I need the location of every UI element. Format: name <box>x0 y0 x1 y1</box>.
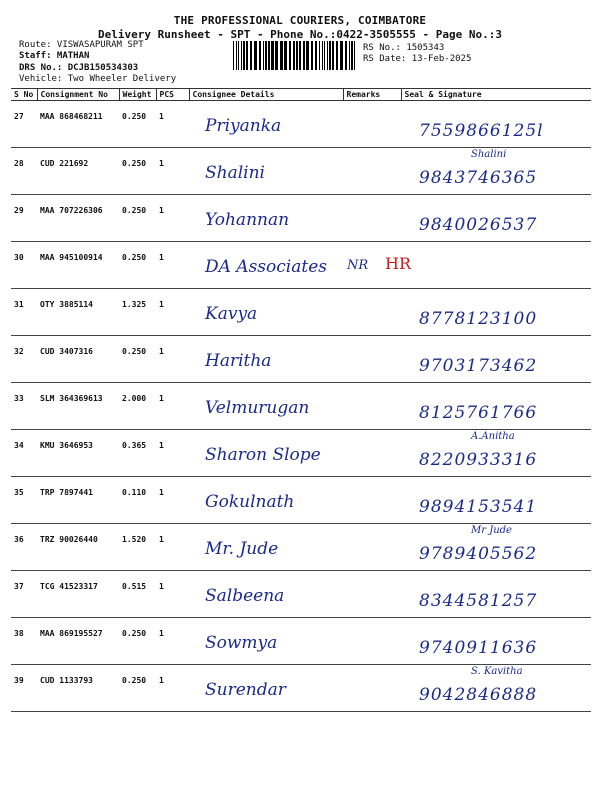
row-sno: 35 <box>11 477 37 524</box>
consignee-handwriting: Sowmya <box>205 633 278 653</box>
row-weight: 0.250 <box>119 336 156 383</box>
row-weight: 0.110 <box>119 477 156 524</box>
row-pcs: 1 <box>156 101 189 148</box>
row-weight: 0.250 <box>119 195 156 242</box>
row-sno: 39 <box>11 665 37 712</box>
table-row <box>11 383 591 430</box>
row-consignee-cell <box>189 289 343 336</box>
consignee-handwriting: Shalini <box>205 163 265 183</box>
row-remarks-cell <box>343 336 401 383</box>
row-consignment-no: KMU 3646953 <box>37 430 119 477</box>
row-consignee-cell <box>189 618 343 665</box>
remarks-handwriting: NR <box>347 258 369 273</box>
row-consignment-no: MAA 945100914 <box>37 242 119 289</box>
row-sno: 36 <box>11 524 37 571</box>
table-row <box>11 571 591 618</box>
row-pcs: 1 <box>156 289 189 336</box>
barcode-icon <box>233 41 355 70</box>
row-signature-cell <box>401 148 591 195</box>
row-signature-cell <box>401 383 591 430</box>
row-sno: 37 <box>11 571 37 618</box>
consignee-handwriting: Haritha <box>205 351 272 371</box>
row-consignment-no: MAA 707226306 <box>37 195 119 242</box>
row-pcs: 1 <box>156 430 189 477</box>
phone-handwriting: 7559866125l <box>419 121 544 141</box>
row-signature-cell <box>401 430 591 477</box>
consignee-handwriting: DA Associates <box>205 257 327 277</box>
row-remarks-cell <box>343 289 401 336</box>
staff-label: Staff: MATHAN <box>19 51 90 61</box>
phone-handwriting: 9789405562 <box>419 544 538 564</box>
col-pcs: PCS <box>156 89 189 101</box>
row-pcs: 1 <box>156 383 189 430</box>
row-consignee-cell <box>189 524 343 571</box>
row-consignee-cell <box>189 101 343 148</box>
table-row <box>11 524 591 571</box>
row-sno: 29 <box>11 195 37 242</box>
vehicle-label: Vehicle: Two Wheeler Delivery <box>19 74 177 84</box>
row-consignment-no: CUD 1133793 <box>37 665 119 712</box>
row-consignment-no: SLM 364369613 <box>37 383 119 430</box>
col-remarks: Remarks <box>343 89 401 101</box>
row-consignment-no: CUD 3407316 <box>37 336 119 383</box>
row-weight: 1.325 <box>119 289 156 336</box>
row-signature-cell <box>401 242 591 289</box>
row-pcs: 1 <box>156 195 189 242</box>
row-pcs: 1 <box>156 336 189 383</box>
table-row <box>11 195 591 242</box>
phone-handwriting: 8220933316 <box>419 450 538 470</box>
row-consignment-no: TRZ 90026440 <box>37 524 119 571</box>
consignee-handwriting: Mr. Jude <box>205 539 279 559</box>
route-label: Route: VISWASAPURAM SPT <box>19 40 144 50</box>
phone-handwriting: 9894153541 <box>419 497 538 517</box>
row-pcs: 1 <box>156 477 189 524</box>
row-sno: 33 <box>11 383 37 430</box>
phone-handwriting: 9042846888 <box>419 685 538 705</box>
row-remarks-cell <box>343 665 401 712</box>
table-row <box>11 336 591 383</box>
table-row <box>11 289 591 336</box>
row-sno: 28 <box>11 148 37 195</box>
table-row <box>11 477 591 524</box>
remarks-red-handwriting: HR <box>385 254 411 273</box>
row-weight: 0.250 <box>119 665 156 712</box>
row-pcs: 1 <box>156 242 189 289</box>
consignee-handwriting: Yohannan <box>205 210 290 230</box>
row-signature-cell <box>401 195 591 242</box>
row-consignment-no: CUD 221692 <box>37 148 119 195</box>
consignee-handwriting: Priyanka <box>205 116 282 136</box>
row-remarks-cell <box>343 383 401 430</box>
runsheet-title: Delivery Runsheet - SPT - Phone No.:0422-3505555 - Page No.:3 <box>98 28 502 41</box>
consignee-handwriting: Surendar <box>205 680 286 700</box>
table-row <box>11 101 591 148</box>
row-sno: 38 <box>11 618 37 665</box>
row-consignee-cell <box>189 477 343 524</box>
col-consignment: Consignment No <box>37 89 119 101</box>
row-consignee-cell <box>189 195 343 242</box>
row-consignment-no: TRP 7897441 <box>37 477 119 524</box>
row-remarks-cell <box>343 618 401 665</box>
phone-handwriting: 8125761766 <box>419 403 538 423</box>
row-weight: 0.515 <box>119 571 156 618</box>
row-consignee-cell <box>189 430 343 477</box>
row-consignee-cell <box>189 665 343 712</box>
phone-handwriting: 9740911636 <box>419 638 538 658</box>
row-sno: 32 <box>11 336 37 383</box>
row-remarks-cell <box>343 430 401 477</box>
row-consignee-cell <box>189 242 343 289</box>
phone-handwriting: 8778123100 <box>419 309 538 329</box>
row-sno: 27 <box>11 101 37 148</box>
consignee-handwriting: Kavya <box>205 304 258 324</box>
row-pcs: 1 <box>156 524 189 571</box>
row-weight: 1.520 <box>119 524 156 571</box>
phone-handwriting: 9840026537 <box>419 215 538 235</box>
row-pcs: 1 <box>156 665 189 712</box>
col-weight: Weight <box>119 89 156 101</box>
row-weight: 2.000 <box>119 383 156 430</box>
row-consignment-no: OTY 3885114 <box>37 289 119 336</box>
row-sno: 34 <box>11 430 37 477</box>
row-remarks-cell <box>343 148 401 195</box>
row-weight: 0.365 <box>119 430 156 477</box>
table-row <box>11 665 591 712</box>
row-signature-cell <box>401 571 591 618</box>
col-sno: S No <box>11 89 37 101</box>
consignee-handwriting: Sharon Slope <box>205 445 321 465</box>
table-row <box>11 618 591 665</box>
row-consignee-cell <box>189 571 343 618</box>
table-header-row <box>11 89 591 101</box>
row-remarks-cell <box>343 242 411 289</box>
rs-number: RS No.: 1505343 <box>363 43 445 53</box>
phone-handwriting: 8344581257 <box>419 591 538 611</box>
row-weight: 0.250 <box>119 242 156 289</box>
drs-label: DRS No.: DCJB150534303 <box>19 63 139 73</box>
row-sno: 31 <box>11 289 37 336</box>
row-weight: 0.250 <box>119 618 156 665</box>
row-signature-cell <box>401 336 591 383</box>
row-pcs: 1 <box>156 618 189 665</box>
row-signature-cell <box>401 524 591 571</box>
row-remarks-cell <box>343 477 401 524</box>
signature-handwriting: S. Kavitha <box>471 666 523 677</box>
row-consignment-no: MAA 868468211 <box>37 101 119 148</box>
signature-handwriting: A.Anitha <box>471 431 515 442</box>
row-pcs: 1 <box>156 571 189 618</box>
row-signature-cell <box>401 477 591 524</box>
table-row <box>11 242 591 289</box>
table-row <box>11 430 591 477</box>
consignee-handwriting: Velmurugan <box>205 398 310 418</box>
signature-handwriting: Shalini <box>471 149 507 160</box>
row-signature-cell <box>401 289 591 336</box>
consignee-handwriting: Gokulnath <box>205 492 295 512</box>
row-signature-cell <box>401 101 591 148</box>
row-consignee-cell <box>189 336 343 383</box>
row-sno: 30 <box>11 242 37 289</box>
consignee-handwriting: Salbeena <box>205 586 285 606</box>
row-remarks-cell <box>343 101 401 148</box>
row-consignee-cell <box>189 383 343 430</box>
rs-date: RS Date: 13-Feb-2025 <box>363 54 472 64</box>
runsheet-table <box>11 88 591 712</box>
row-weight: 0.250 <box>119 148 156 195</box>
company-title: THE PROFESSIONAL COURIERS, COIMBATORE <box>173 14 427 27</box>
signature-handwriting: Mr Jude <box>471 525 512 536</box>
col-consignee: Consignee Details <box>189 89 343 101</box>
row-remarks-cell <box>343 195 401 242</box>
row-consignment-no: TCG 41523317 <box>37 571 119 618</box>
phone-handwriting: 9703173462 <box>419 356 538 376</box>
row-signature-cell <box>401 618 591 665</box>
row-remarks-cell <box>343 571 401 618</box>
row-consignee-cell <box>189 148 343 195</box>
table-row <box>11 148 591 195</box>
phone-handwriting: 9843746365 <box>419 168 538 188</box>
row-signature-cell <box>401 665 591 712</box>
row-pcs: 1 <box>156 148 189 195</box>
row-remarks-cell <box>343 524 401 571</box>
row-consignment-no: MAA 869195527 <box>37 618 119 665</box>
col-signature: Seal & Signature <box>401 89 591 101</box>
row-weight: 0.250 <box>119 101 156 148</box>
